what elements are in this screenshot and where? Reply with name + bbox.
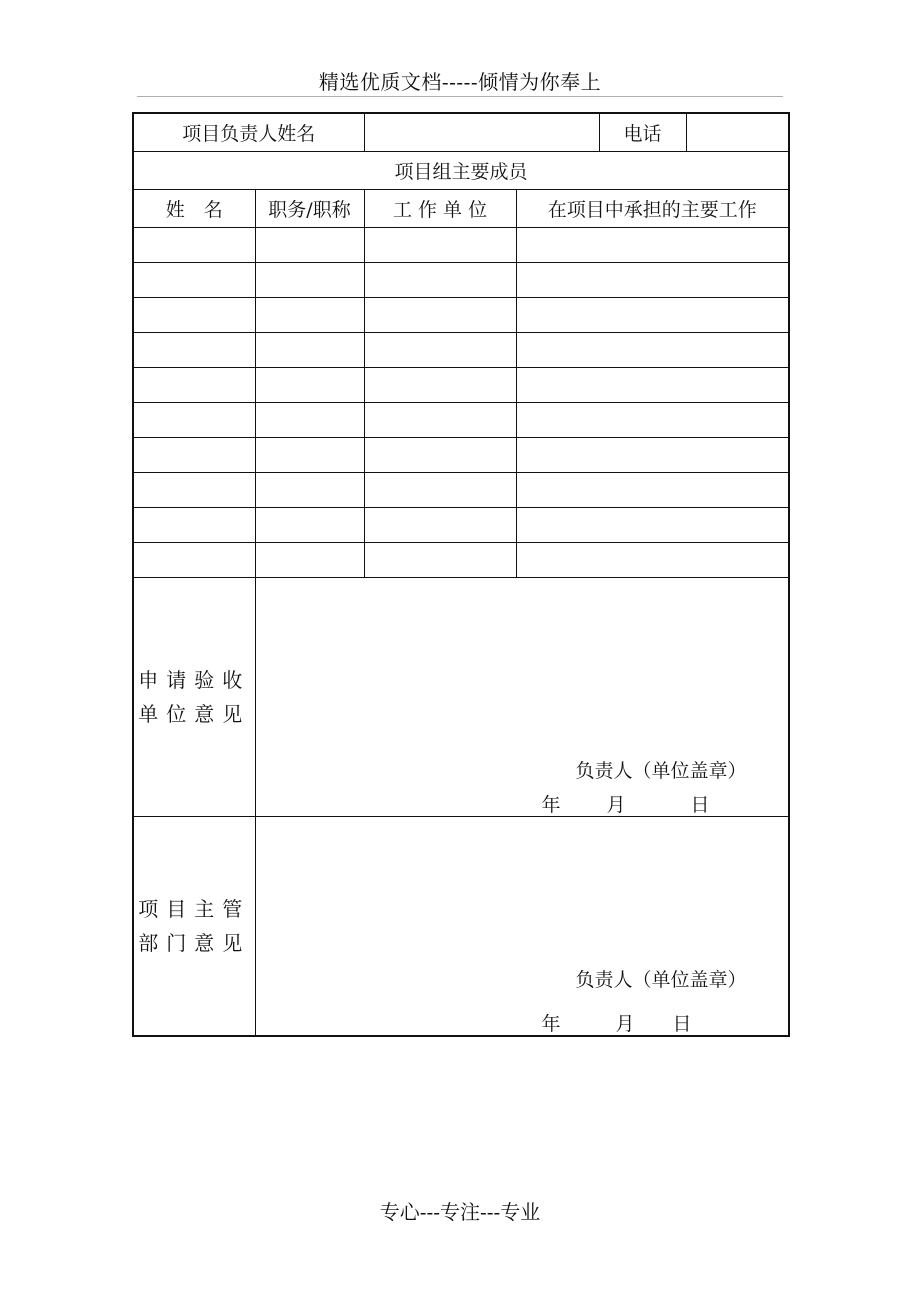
- applicant-opinion-label: [133, 578, 255, 817]
- member-unit-cell[interactable]: [364, 508, 516, 543]
- department-label-line1: 项目主管: [138, 897, 251, 921]
- member-duty-cell[interactable]: [516, 438, 789, 473]
- col-header-duty: 在项目中承担的主要工作: [516, 190, 789, 228]
- member-title-cell[interactable]: [255, 263, 364, 298]
- member-name-cell[interactable]: [133, 298, 255, 333]
- department-opinion-row: [133, 817, 789, 1037]
- department-date-line: [542, 1009, 692, 1036]
- member-row: [133, 543, 789, 578]
- member-unit-cell[interactable]: [364, 298, 516, 333]
- member-row: [133, 333, 789, 368]
- department-signature-label: 负责人（单位盖章）: [575, 969, 747, 991]
- member-row: [133, 508, 789, 543]
- member-title-cell[interactable]: [255, 543, 364, 578]
- member-title-cell[interactable]: [255, 403, 364, 438]
- member-name-cell[interactable]: [133, 228, 255, 263]
- member-duty-cell[interactable]: [516, 228, 789, 263]
- member-duty-cell[interactable]: [516, 403, 789, 438]
- member-duty-cell[interactable]: [516, 263, 789, 298]
- member-row: [133, 473, 789, 508]
- header-divider: [137, 96, 783, 97]
- department-date-month: 月: [615, 1013, 635, 1035]
- page-header: 精选优质文档-----倾情为你奉上: [318, 70, 602, 94]
- leader-row: [133, 113, 789, 152]
- member-unit-cell[interactable]: [364, 333, 516, 368]
- member-name-cell[interactable]: [133, 508, 255, 543]
- applicant-opinion-field[interactable]: [255, 578, 789, 817]
- applicant-label-line2: 单位意见: [138, 702, 251, 726]
- member-duty-cell[interactable]: [516, 298, 789, 333]
- department-date-day: 日: [672, 1013, 692, 1035]
- page-footer: 专心---专注---专业: [379, 1200, 541, 1224]
- member-row: [133, 438, 789, 473]
- members-title: 项目组主要成员: [133, 152, 789, 190]
- col-header-title: 职务/职称: [255, 190, 364, 228]
- department-opinion-field[interactable]: [255, 817, 789, 1037]
- acceptance-form-table: [132, 112, 790, 1037]
- member-title-cell[interactable]: [255, 298, 364, 333]
- department-date-year: 年: [541, 1013, 561, 1035]
- applicant-date-year: 年: [541, 794, 561, 816]
- member-duty-cell[interactable]: [516, 508, 789, 543]
- col-header-name: 姓 名: [133, 190, 255, 228]
- member-name-cell[interactable]: [133, 543, 255, 578]
- member-unit-cell[interactable]: [364, 368, 516, 403]
- member-unit-cell[interactable]: [364, 228, 516, 263]
- member-title-cell[interactable]: [255, 508, 364, 543]
- applicant-date-day: 日: [690, 794, 710, 816]
- applicant-date-line: [542, 790, 710, 817]
- applicant-date-month: 月: [606, 794, 626, 816]
- col-header-unit: 工 作 单 位: [364, 190, 516, 228]
- applicant-signature-label: 负责人（单位盖章）: [575, 760, 747, 782]
- member-title-cell[interactable]: [255, 438, 364, 473]
- member-name-cell[interactable]: [133, 403, 255, 438]
- member-name-cell[interactable]: [133, 333, 255, 368]
- member-name-cell[interactable]: [133, 368, 255, 403]
- leader-name-label: 项目负责人姓名: [133, 113, 364, 152]
- member-row: [133, 228, 789, 263]
- department-opinion-label: [133, 817, 255, 1037]
- member-name-cell[interactable]: [133, 263, 255, 298]
- department-label-line2: 部门意见: [138, 931, 251, 955]
- member-unit-cell[interactable]: [364, 473, 516, 508]
- member-unit-cell[interactable]: [364, 263, 516, 298]
- member-title-cell[interactable]: [255, 228, 364, 263]
- member-duty-cell[interactable]: [516, 543, 789, 578]
- member-row: [133, 368, 789, 403]
- member-unit-cell[interactable]: [364, 403, 516, 438]
- member-duty-cell[interactable]: [516, 368, 789, 403]
- members-header-row: [133, 190, 789, 228]
- member-duty-cell[interactable]: [516, 473, 789, 508]
- leader-name-field[interactable]: [364, 113, 599, 152]
- members-title-row: [133, 152, 789, 190]
- member-row: [133, 298, 789, 333]
- applicant-label-line1: 申请验收: [138, 668, 251, 692]
- member-title-cell[interactable]: [255, 333, 364, 368]
- member-row: [133, 263, 789, 298]
- member-name-cell[interactable]: [133, 438, 255, 473]
- member-title-cell[interactable]: [255, 368, 364, 403]
- applicant-opinion-row: [133, 578, 789, 817]
- member-title-cell[interactable]: [255, 473, 364, 508]
- member-name-cell[interactable]: [133, 473, 255, 508]
- phone-label: 电话: [599, 113, 686, 152]
- phone-field[interactable]: [686, 113, 789, 152]
- member-row: [133, 403, 789, 438]
- member-duty-cell[interactable]: [516, 333, 789, 368]
- member-unit-cell[interactable]: [364, 438, 516, 473]
- member-unit-cell[interactable]: [364, 543, 516, 578]
